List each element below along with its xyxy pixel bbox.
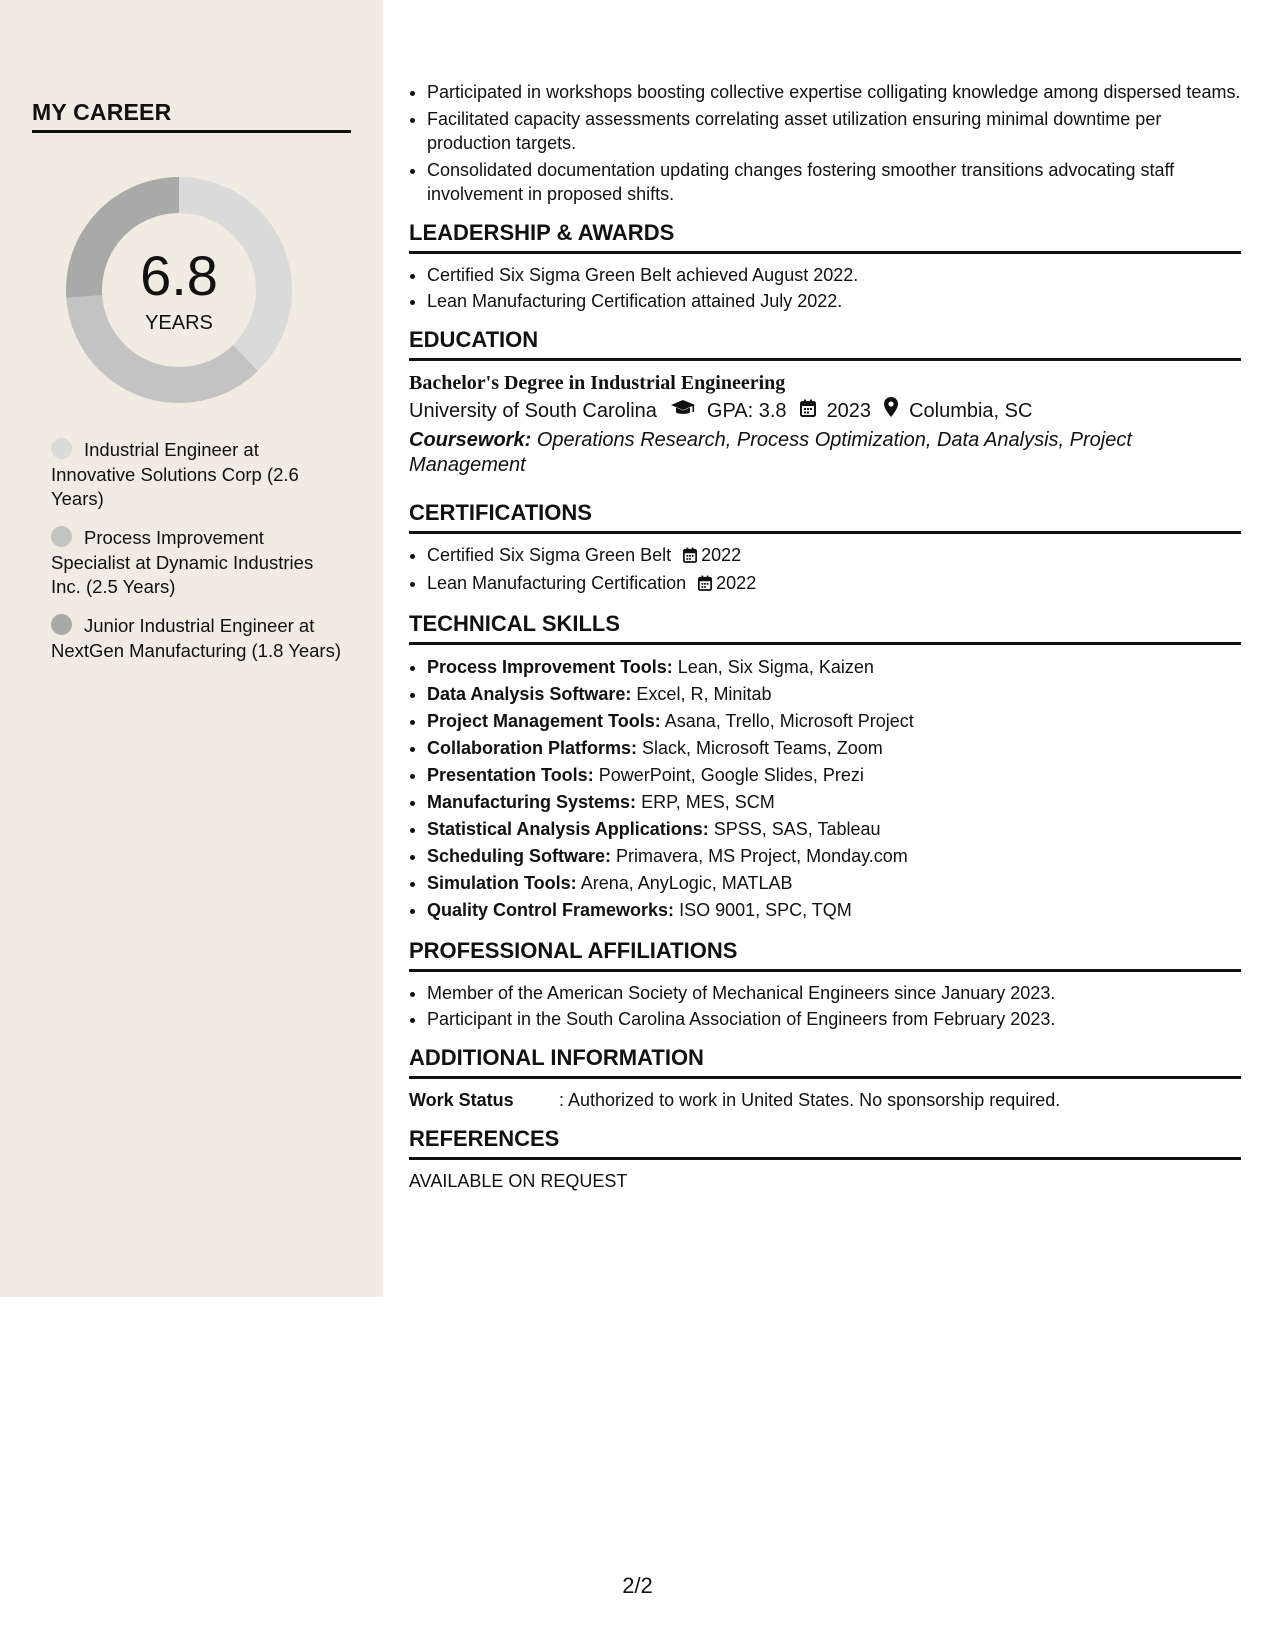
- sidebar-title-rule: [32, 130, 351, 133]
- skill-item: [427, 843, 1241, 870]
- skill-item: [427, 816, 1241, 843]
- certification-name: Certified Six Sigma Green Belt: [427, 545, 672, 565]
- skill-label: Project Management Tools:: [427, 711, 661, 731]
- calendar-icon: [800, 396, 816, 426]
- legend-dot-icon: [51, 438, 72, 459]
- section-rule: [409, 251, 1241, 254]
- career-legend-item: [51, 438, 341, 512]
- certification-year: 2022: [716, 573, 757, 593]
- skill-item: [427, 708, 1241, 735]
- page-number: 2/2: [622, 1573, 653, 1598]
- career-legend-label: Process Improvement Specialist at Dynamic Industries Inc. (2.5 Years): [51, 527, 314, 597]
- skill-value: Arena, AnyLogic, MATLAB: [580, 873, 793, 893]
- work-status-row: [409, 1088, 1241, 1112]
- skill-label: Scheduling Software:: [427, 846, 612, 866]
- section-title-skills: TECHNICAL SKILLS: [409, 611, 621, 636]
- experience-bullet: • Consolidated documentation updating changes fostering smoother transitions advocating staff involvement in proposed shifts.: [427, 158, 1241, 206]
- skill-value: Slack, Microsoft Teams, Zoom: [642, 738, 883, 758]
- skill-value: ISO 9001, SPC, TQM: [679, 900, 852, 920]
- skill-item: [427, 654, 1241, 681]
- section-rule: [409, 358, 1241, 361]
- skill-value: Lean, Six Sigma, Kaizen: [677, 657, 874, 677]
- section-title-leadership: LEADERSHIP & AWARDS: [409, 220, 675, 245]
- certification-name: Lean Manufacturing Certification: [427, 573, 687, 593]
- section-title-affiliations: PROFESSIONAL AFFILIATIONS: [409, 938, 738, 963]
- skill-value: PowerPoint, Google Slides, Prezi: [598, 765, 864, 785]
- skill-item: [427, 897, 1241, 924]
- education-details: [409, 396, 1241, 426]
- education-degree: Bachelor's Degree in Industrial Engineering: [409, 372, 786, 394]
- skill-label: Presentation Tools:: [427, 765, 594, 785]
- skill-label: Process Improvement Tools:: [427, 657, 673, 677]
- references-text: AVAILABLE ON REQUEST: [409, 1171, 628, 1191]
- skill-label: Collaboration Platforms:: [427, 738, 638, 758]
- legend-dot-icon: [51, 526, 72, 547]
- career-legend: [51, 438, 341, 678]
- skill-label: Simulation Tools:: [427, 873, 577, 893]
- sidebar-title: MY CAREER: [32, 99, 172, 125]
- section-rule: [409, 1157, 1241, 1160]
- work-status-label: Work Status: [409, 1090, 514, 1110]
- section-rule: [409, 531, 1241, 534]
- coursework-value: Operations Research, Process Optimization, Data Analysis, Project Management: [409, 429, 1132, 476]
- career-legend-label: Junior Industrial Engineer at NextGen Manufacturing (1.8 Years): [51, 615, 341, 661]
- section-rule: [409, 1076, 1241, 1079]
- skills-list: [409, 654, 1241, 924]
- skill-item: [427, 681, 1241, 708]
- career-legend-label: Industrial Engineer at Innovative Solutions Corp (2.6 Years): [51, 439, 299, 509]
- section-rule: [409, 969, 1241, 972]
- skill-item: [427, 870, 1241, 897]
- skill-label: Statistical Analysis Applications:: [427, 819, 709, 839]
- skill-label: Quality Control Frameworks:: [427, 900, 675, 920]
- graduation-cap-icon: [670, 396, 696, 426]
- section-title-references: REFERENCES: [409, 1126, 560, 1151]
- skill-item: [427, 789, 1241, 816]
- leadership-item: • Lean Manufacturing Certification attained July 2022.: [427, 289, 1241, 313]
- leadership-item: • Certified Six Sigma Green Belt achieved August 2022.: [427, 263, 1241, 287]
- affiliation-item: • Member of the American Society of Mechanical Engineers since January 2023.: [427, 981, 1241, 1005]
- leadership-list: [409, 263, 1241, 313]
- education-year: 2023: [826, 400, 872, 422]
- skill-value: Primavera, MS Project, Monday.com: [616, 846, 908, 866]
- skill-value: Excel, R, Minitab: [636, 684, 772, 704]
- skill-value: Asana, Trello, Microsoft Project: [664, 711, 914, 731]
- career-legend-item: [51, 614, 341, 663]
- skill-value: ERP, MES, SCM: [641, 792, 775, 812]
- section-title-additional: ADDITIONAL INFORMATION: [409, 1045, 704, 1070]
- section-title-education: EDUCATION: [409, 327, 539, 352]
- skill-item: [427, 735, 1241, 762]
- certifications-list: [409, 543, 1241, 597]
- certification-year: 2022: [701, 545, 742, 565]
- work-status-value: : Authorized to work in United States. No sponsorship required.: [559, 1090, 1061, 1110]
- skill-label: Manufacturing Systems:: [427, 792, 637, 812]
- skill-item: [427, 762, 1241, 789]
- career-legend-item: [51, 526, 341, 600]
- map-pin-icon: [884, 396, 898, 426]
- affiliations-list: [409, 981, 1241, 1031]
- education-location: Columbia, SC: [909, 400, 1033, 422]
- coursework-label: Coursework:: [409, 429, 532, 451]
- total-years-value: 6.8: [140, 244, 218, 307]
- section-rule: [409, 642, 1241, 645]
- calendar-icon: [698, 573, 712, 597]
- experience-bullet: • Facilitated capacity assessments correlating asset utilization ensuring minimal downtime per production targets.: [427, 107, 1241, 155]
- calendar-icon: [683, 545, 697, 569]
- skill-label: Data Analysis Software:: [427, 684, 632, 704]
- affiliation-item: • Participant in the South Carolina Association of Engineers from February 2023.: [427, 1007, 1241, 1031]
- main-content: [409, 80, 1241, 1193]
- total-years-unit: YEARS: [145, 312, 213, 334]
- sidebar: [0, 0, 383, 1297]
- certification-item: [427, 543, 1241, 569]
- section-title-certifications: CERTIFICATIONS: [409, 500, 592, 525]
- certification-item: [427, 571, 1241, 597]
- education-gpa: GPA: 3.8: [706, 400, 787, 422]
- legend-dot-icon: [51, 614, 72, 635]
- experience-bullets: [409, 80, 1241, 206]
- education-school: University of South Carolina: [409, 400, 657, 422]
- experience-bullet: • Participated in workshops boosting collective expertise colligating knowledge among dispersed teams.: [427, 80, 1241, 104]
- education-coursework: [409, 428, 1241, 478]
- skill-value: SPSS, SAS, Tableau: [713, 819, 881, 839]
